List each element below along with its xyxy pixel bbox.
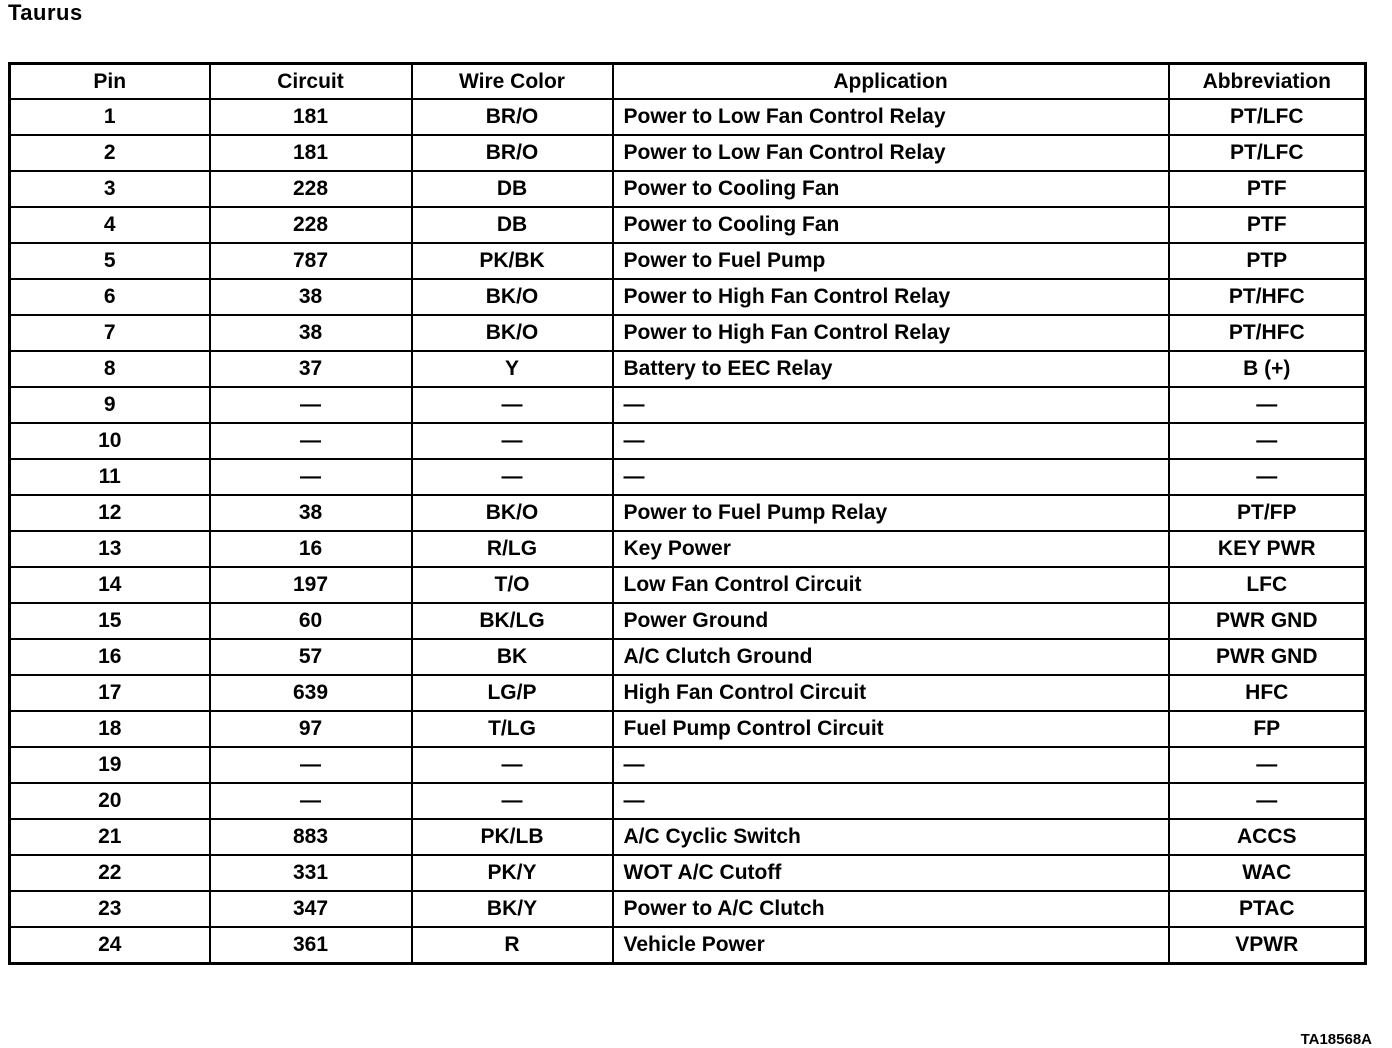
wire-color-cell: R/LG <box>412 531 613 567</box>
page-title: Taurus <box>8 0 83 25</box>
pin-cell: 4 <box>10 207 210 243</box>
wire-color-cell: Y <box>412 351 613 387</box>
abbreviation-cell: PT/LFC <box>1169 135 1366 171</box>
table-row <box>10 315 1366 351</box>
wire-color-cell: DB <box>412 171 613 207</box>
application-cell: — <box>613 747 1169 783</box>
abbreviation-cell: PT/HFC <box>1169 279 1366 315</box>
wire-color-cell: PK/LB <box>412 819 613 855</box>
table-row <box>10 783 1366 819</box>
abbreviation-cell: PWR GND <box>1169 603 1366 639</box>
application-cell: Power to Low Fan Control Relay <box>613 135 1169 171</box>
pin-cell: 9 <box>10 387 210 423</box>
table-row <box>10 135 1366 171</box>
abbreviation-cell: PTP <box>1169 243 1366 279</box>
wire-color-cell: T/O <box>412 567 613 603</box>
header-circuit: Circuit <box>210 64 412 100</box>
application-cell: WOT A/C Cutoff <box>613 855 1169 891</box>
circuit-cell: — <box>210 423 412 459</box>
table-row <box>10 603 1366 639</box>
abbreviation-cell: LFC <box>1169 567 1366 603</box>
wire-color-cell: — <box>412 423 613 459</box>
application-cell: A/C Cyclic Switch <box>613 819 1169 855</box>
abbreviation-cell: — <box>1169 783 1366 819</box>
circuit-cell: 639 <box>210 675 412 711</box>
pin-cell: 18 <box>10 711 210 747</box>
table-row <box>10 747 1366 783</box>
abbreviation-cell: FP <box>1169 711 1366 747</box>
application-cell: A/C Clutch Ground <box>613 639 1169 675</box>
table-body <box>10 99 1366 964</box>
circuit-cell: 38 <box>210 315 412 351</box>
pin-cell: 12 <box>10 495 210 531</box>
application-cell: Power to Cooling Fan <box>613 171 1169 207</box>
pin-cell: 7 <box>10 315 210 351</box>
circuit-cell: 228 <box>210 171 412 207</box>
header-pin: Pin <box>10 64 210 100</box>
circuit-cell: 197 <box>210 567 412 603</box>
wire-color-cell: R <box>412 927 613 964</box>
table-row <box>10 711 1366 747</box>
abbreviation-cell: WAC <box>1169 855 1366 891</box>
table-row <box>10 351 1366 387</box>
table-row <box>10 243 1366 279</box>
pin-cell: 10 <box>10 423 210 459</box>
circuit-cell: 38 <box>210 279 412 315</box>
table-row <box>10 423 1366 459</box>
circuit-cell: — <box>210 387 412 423</box>
table-row <box>10 531 1366 567</box>
table-row <box>10 387 1366 423</box>
table-row <box>10 495 1366 531</box>
header-application: Application <box>613 64 1169 100</box>
wire-color-cell: — <box>412 783 613 819</box>
application-cell: — <box>613 387 1169 423</box>
circuit-cell: 38 <box>210 495 412 531</box>
abbreviation-cell: PT/HFC <box>1169 315 1366 351</box>
pin-cell: 23 <box>10 891 210 927</box>
table-row <box>10 99 1366 135</box>
abbreviation-cell: — <box>1169 747 1366 783</box>
circuit-cell: — <box>210 783 412 819</box>
header-abbreviation: Abbreviation <box>1169 64 1366 100</box>
pin-cell: 20 <box>10 783 210 819</box>
application-cell: — <box>613 459 1169 495</box>
pin-cell: 21 <box>10 819 210 855</box>
wire-color-cell: BK/LG <box>412 603 613 639</box>
application-cell: — <box>613 783 1169 819</box>
abbreviation-cell: PTF <box>1169 207 1366 243</box>
pin-cell: 8 <box>10 351 210 387</box>
wire-color-cell: BK/O <box>412 315 613 351</box>
application-cell: Power to High Fan Control Relay <box>613 279 1169 315</box>
table-row <box>10 279 1366 315</box>
circuit-cell: 883 <box>210 819 412 855</box>
circuit-cell: 787 <box>210 243 412 279</box>
table-header-row <box>10 64 1366 100</box>
wire-color-cell: BR/O <box>412 135 613 171</box>
pin-cell: 1 <box>10 99 210 135</box>
application-cell: High Fan Control Circuit <box>613 675 1169 711</box>
pin-cell: 5 <box>10 243 210 279</box>
table-row <box>10 639 1366 675</box>
circuit-cell: 57 <box>210 639 412 675</box>
wire-color-cell: BK/O <box>412 279 613 315</box>
abbreviation-cell: PT/FP <box>1169 495 1366 531</box>
abbreviation-cell: PTF <box>1169 171 1366 207</box>
wire-color-cell: BK/O <box>412 495 613 531</box>
wire-color-cell: PK/BK <box>412 243 613 279</box>
abbreviation-cell: — <box>1169 387 1366 423</box>
wire-color-cell: DB <box>412 207 613 243</box>
circuit-cell: 181 <box>210 99 412 135</box>
application-cell: — <box>613 423 1169 459</box>
application-cell: Power to Cooling Fan <box>613 207 1169 243</box>
pin-cell: 13 <box>10 531 210 567</box>
wire-color-cell: T/LG <box>412 711 613 747</box>
circuit-cell: 331 <box>210 855 412 891</box>
circuit-cell: 347 <box>210 891 412 927</box>
header-wire-color: Wire Color <box>412 64 613 100</box>
table-row <box>10 567 1366 603</box>
circuit-cell: 361 <box>210 927 412 964</box>
application-cell: Power to A/C Clutch <box>613 891 1169 927</box>
abbreviation-cell: ACCS <box>1169 819 1366 855</box>
application-cell: Power to High Fan Control Relay <box>613 315 1169 351</box>
pin-cell: 22 <box>10 855 210 891</box>
wire-color-cell: BK/Y <box>412 891 613 927</box>
wire-color-cell: — <box>412 747 613 783</box>
pin-cell: 11 <box>10 459 210 495</box>
application-cell: Battery to EEC Relay <box>613 351 1169 387</box>
abbreviation-cell: — <box>1169 423 1366 459</box>
abbreviation-cell: VPWR <box>1169 927 1366 964</box>
wire-color-cell: PK/Y <box>412 855 613 891</box>
application-cell: Vehicle Power <box>613 927 1169 964</box>
figure-id: TA18568A <box>1300 1031 1372 1048</box>
abbreviation-cell: B (+) <box>1169 351 1366 387</box>
abbreviation-cell: HFC <box>1169 675 1366 711</box>
table-row <box>10 819 1366 855</box>
circuit-cell: 37 <box>210 351 412 387</box>
pin-table <box>8 62 1367 965</box>
pin-cell: 6 <box>10 279 210 315</box>
pin-cell: 24 <box>10 927 210 964</box>
application-cell: Key Power <box>613 531 1169 567</box>
circuit-cell: 97 <box>210 711 412 747</box>
pin-cell: 15 <box>10 603 210 639</box>
application-cell: Power Ground <box>613 603 1169 639</box>
table-row <box>10 171 1366 207</box>
table-row <box>10 207 1366 243</box>
abbreviation-cell: — <box>1169 459 1366 495</box>
pin-cell: 3 <box>10 171 210 207</box>
wire-color-cell: BR/O <box>412 99 613 135</box>
abbreviation-cell: PTAC <box>1169 891 1366 927</box>
application-cell: Fuel Pump Control Circuit <box>613 711 1169 747</box>
circuit-cell: 16 <box>210 531 412 567</box>
abbreviation-cell: PT/LFC <box>1169 99 1366 135</box>
circuit-cell: 181 <box>210 135 412 171</box>
wire-color-cell: BK <box>412 639 613 675</box>
abbreviation-cell: KEY PWR <box>1169 531 1366 567</box>
pin-cell: 17 <box>10 675 210 711</box>
abbreviation-cell: PWR GND <box>1169 639 1366 675</box>
pin-cell: 14 <box>10 567 210 603</box>
table-row <box>10 927 1366 964</box>
circuit-cell: 228 <box>210 207 412 243</box>
circuit-cell: — <box>210 747 412 783</box>
table-row <box>10 459 1366 495</box>
circuit-cell: — <box>210 459 412 495</box>
pin-cell: 19 <box>10 747 210 783</box>
table-row <box>10 891 1366 927</box>
pin-cell: 2 <box>10 135 210 171</box>
application-cell: Power to Fuel Pump <box>613 243 1169 279</box>
circuit-cell: 60 <box>210 603 412 639</box>
wire-color-cell: — <box>412 459 613 495</box>
application-cell: Power to Low Fan Control Relay <box>613 99 1169 135</box>
wire-color-cell: LG/P <box>412 675 613 711</box>
application-cell: Power to Fuel Pump Relay <box>613 495 1169 531</box>
table-row <box>10 855 1366 891</box>
application-cell: Low Fan Control Circuit <box>613 567 1169 603</box>
wire-color-cell: — <box>412 387 613 423</box>
table-row <box>10 675 1366 711</box>
pin-cell: 16 <box>10 639 210 675</box>
